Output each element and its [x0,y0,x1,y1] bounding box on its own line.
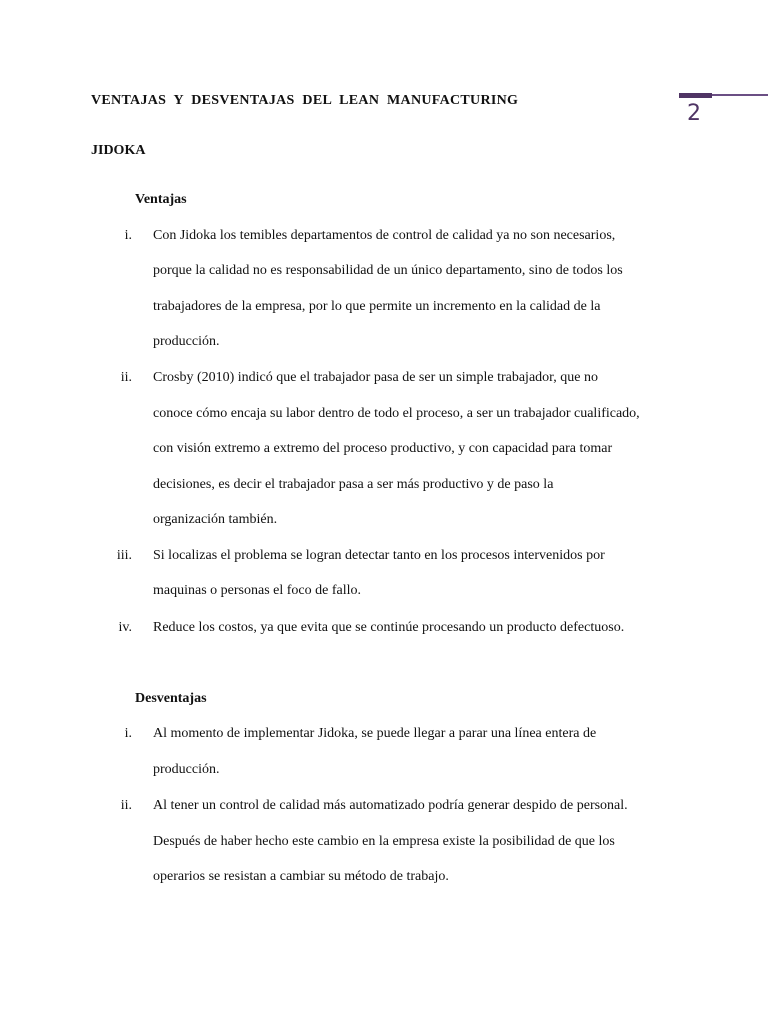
ventajas-item-number: ii. [120,370,132,385]
ventajas-item-line: organización también. [153,512,278,527]
desventajas-item-line: operarios se resistan a cambiar su método de trabajo. [153,869,449,884]
ventajas-item-number: iii. [116,548,132,563]
desventajas-item-line: producción. [153,762,220,777]
ventajas-item-line: Reduce los costos, ya que evita que se continúe procesando un producto defectuoso. [153,620,625,635]
ventajas-item-line: Con Jidoka los temibles departamentos de control de calidad ya no son necesarios, [153,228,616,243]
desventajas-item-number: ii. [120,798,132,813]
desventajas-item-number: i. [124,726,132,741]
desventajas-item-line: Al tener un control de calidad más automatizado podría generar despido de personal. [153,798,628,813]
ventajas-item-line: con visión extremo a extremo del proceso productivo, y con capacidad para tomar [153,441,613,456]
page-number-bar-accent [679,93,712,98]
ventajas-item-number: i. [124,228,132,243]
ventajas-item-line: Crosby (2010) indicó que el trabajador pasa de ser un simple trabajador, que no [153,370,598,385]
page-number: 2 [687,101,701,126]
desventajas-item-line: Después de haber hecho este cambio en la empresa existe la posibilidad de que los [153,834,615,849]
ventajas-item-line: decisiones, es decir el trabajador pasa a ser más productivo y de paso la [153,477,554,492]
ventajas-item-number: iv. [118,620,132,635]
ventajas-item-line: conoce cómo encaja su labor dentro de todo el proceso, a ser un trabajador cualificado, [153,406,640,421]
document-title: VENTAJAS Y DESVENTAJAS DEL LEAN MANUFACTURING [91,93,519,108]
ventajas-item-line: porque la calidad no es responsabilidad de un único departamento, sino de todos los [153,263,623,278]
desventajas-heading: Desventajas [135,691,207,706]
section-heading-jidoka: JIDOKA [91,143,146,158]
ventajas-item-line: producción. [153,334,220,349]
page-number-bar-line [712,94,768,96]
ventajas-item-line: trabajadores de la empresa, por lo que permite un incremento en la calidad de la [153,299,601,314]
ventajas-heading: Ventajas [135,192,187,207]
desventajas-item-line: Al momento de implementar Jidoka, se puede llegar a parar una línea entera de [153,726,597,741]
ventajas-item-line: Si localizas el problema se logran detectar tanto en los procesos intervenidos por [153,548,605,563]
ventajas-item-line: maquinas o personas el foco de fallo. [153,583,361,598]
